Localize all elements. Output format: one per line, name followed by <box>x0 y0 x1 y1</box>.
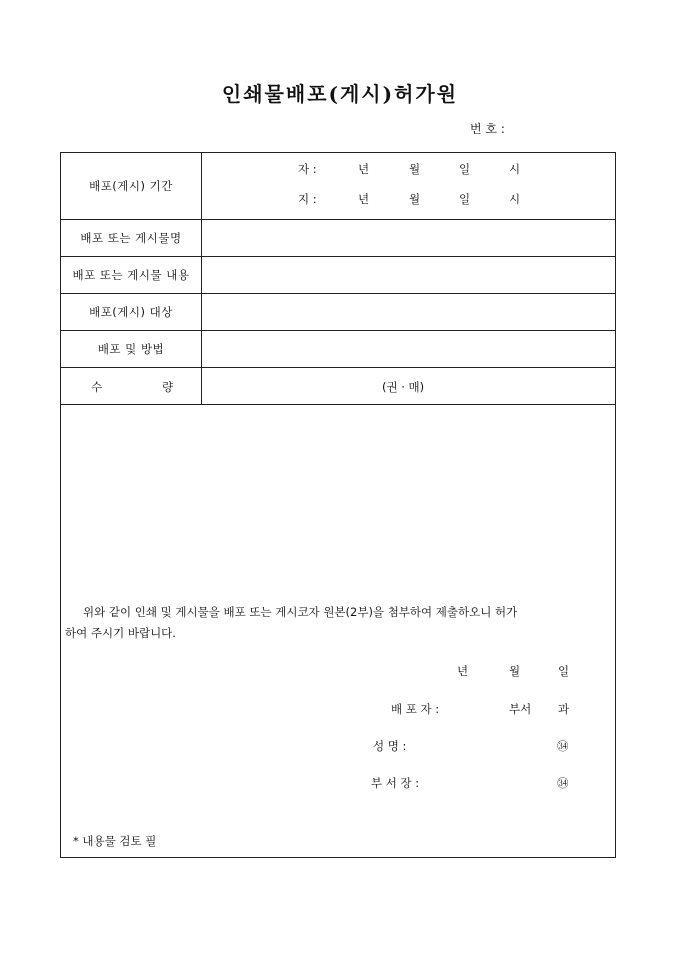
target-field[interactable] <box>202 294 615 330</box>
statement-line-2: 하여 주시기 바랍니다. <box>65 626 176 640</box>
period-from-hour: 시 <box>509 162 521 176</box>
name-seal: ㉞ <box>557 739 569 753</box>
period-to-hour: 시 <box>509 192 521 206</box>
distributor-section: 과 <box>558 702 570 716</box>
target-row <box>61 294 615 331</box>
dept-head-seal: ㉞ <box>557 776 569 790</box>
quantity-field[interactable] <box>202 368 615 404</box>
period-from-month: 월 <box>409 162 421 176</box>
item-content-field[interactable] <box>202 257 615 293</box>
date-month: 월 <box>509 664 521 678</box>
period-to-prefix: 지 : <box>298 192 317 206</box>
quantity-label-a: 수 <box>91 380 103 394</box>
period-label: 배포(게시) 기간 <box>61 153 202 219</box>
period-value[interactable] <box>202 153 615 219</box>
item-name-label: 배포 또는 게시물명 <box>61 220 202 256</box>
quantity-label-b: 량 <box>162 380 174 394</box>
quantity-label <box>61 368 202 404</box>
statement-line-1: 위와 같이 인쇄 및 게시물을 배포 또는 게시코자 원본(2부)을 첨부하여 제출하오니 허가 <box>83 605 518 619</box>
distributor-label: 배 포 자 : <box>391 702 440 716</box>
review-note: * 내용물 검토 필 <box>73 834 157 848</box>
quantity-unit: (권 · 매) <box>382 380 425 394</box>
distributor-dept: 부서 <box>509 702 532 716</box>
period-row <box>61 153 615 220</box>
number-label: 번 호 : <box>470 122 505 136</box>
item-content-row <box>61 257 615 294</box>
period-to-day: 일 <box>459 192 471 206</box>
method-field[interactable] <box>202 331 615 367</box>
item-name-field[interactable] <box>202 220 615 256</box>
target-label: 배포(게시) 대상 <box>61 294 202 330</box>
date-day: 일 <box>558 664 570 678</box>
period-from-day: 일 <box>459 162 471 176</box>
period-to-year: 년 <box>358 192 370 206</box>
name-label: 성 명 : <box>373 739 407 753</box>
item-content-label: 배포 또는 게시물 내용 <box>61 257 202 293</box>
period-from-prefix: 자 : <box>298 162 317 176</box>
date-year: 년 <box>457 664 469 678</box>
dept-head-label: 부 서 장 : <box>371 776 420 790</box>
period-to-month: 월 <box>409 192 421 206</box>
quantity-row <box>61 368 615 405</box>
page-title: 인쇄물배포(게시)허가원 <box>221 82 459 106</box>
method-label: 배포 및 방법 <box>61 331 202 367</box>
period-from-year: 년 <box>358 162 370 176</box>
method-row <box>61 331 615 368</box>
form-frame <box>60 152 616 858</box>
item-name-row <box>61 220 615 257</box>
